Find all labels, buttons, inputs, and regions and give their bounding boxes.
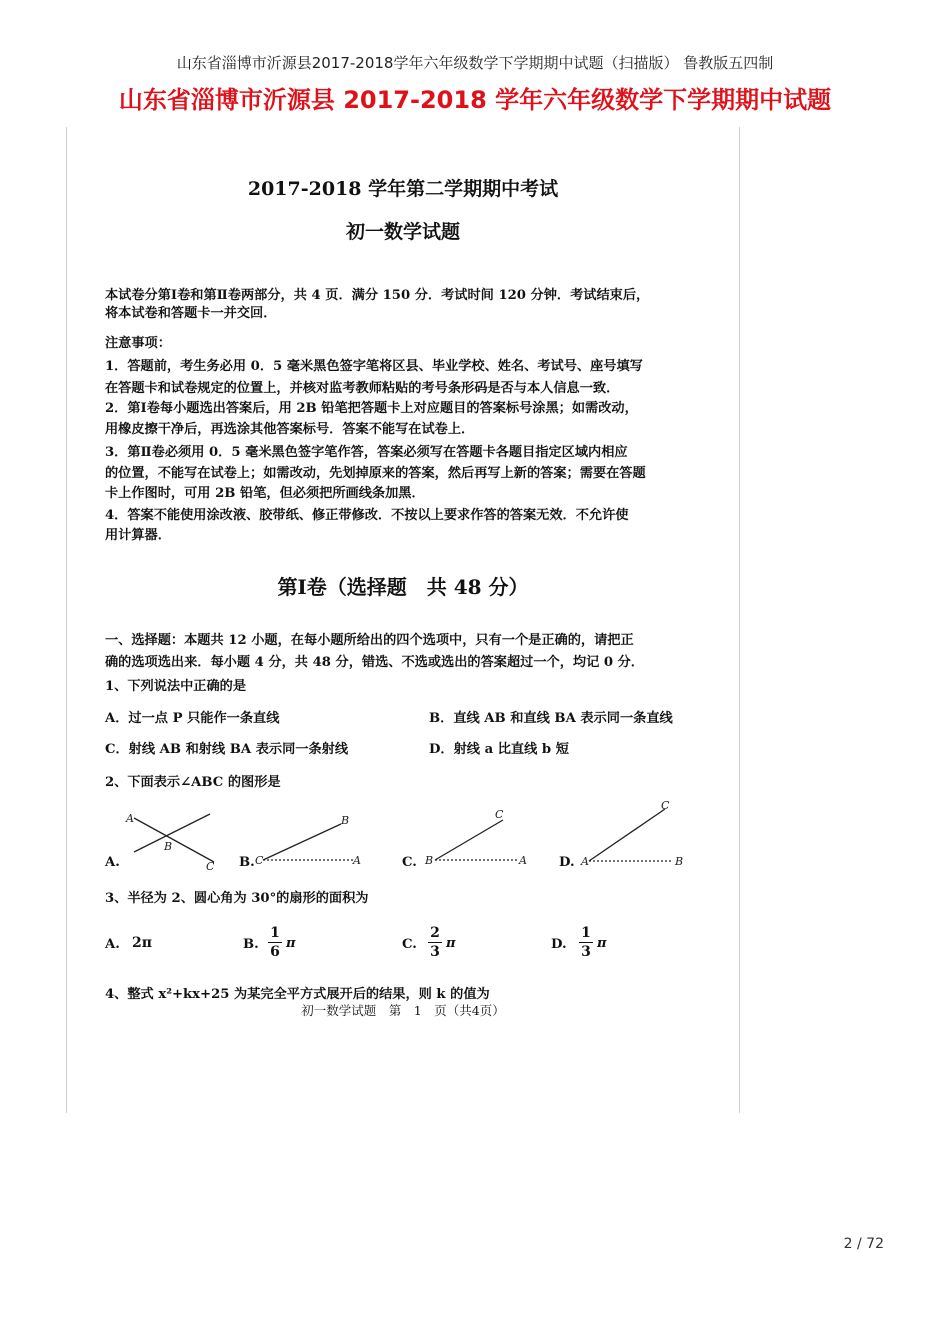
q2b-point-label: B — [341, 814, 350, 827]
q1-stem: 1、下列说法中正确的是 — [105, 679, 247, 694]
q2-figure-b — [255, 802, 365, 872]
notice-line: 用计算器． — [105, 528, 171, 543]
q2-stem: 2、下面表示∠ABC 的图形是 — [105, 775, 281, 790]
q4-stem: 4、整式 x²+kx+25 为某完全平方式展开后的结果，则 k 的值为 — [105, 987, 490, 1002]
notice-line: 2．第Ⅰ卷每小题选出答案后，用 2B 铅笔把答题卡上对应题目的答案标号涂黑；如需改动， — [105, 401, 638, 416]
q2d-point-label: A — [581, 855, 589, 868]
q2d-point-label: B — [675, 855, 684, 868]
q3-label-c: C. — [402, 937, 417, 952]
q2-figure-c — [421, 802, 531, 872]
q3-label-d: D. — [551, 937, 567, 952]
notice-line: 用橡皮擦干净后，再选涂其他答案标号．答案不能写在试卷上． — [105, 422, 475, 437]
q2b-point-label: A — [353, 854, 361, 867]
q2a-point-label: A — [126, 812, 134, 825]
intro-line: 将本试卷和答题卡一并交回． — [105, 306, 277, 321]
q3-label-a: A. — [105, 937, 120, 952]
q1-option-c: C．射线 AB 和射线 BA 表示同一条射线 — [105, 742, 349, 757]
q2a-point-label: C — [206, 860, 215, 872]
q1-option-d: D．射线 a 比直线 b 短 — [429, 742, 569, 757]
notice-line: 卡上作图时，可用 2B 铅笔，但必须把所画线条加黑． — [105, 486, 425, 501]
q2-label-d: D. — [559, 855, 575, 870]
numerator: 1 — [270, 925, 280, 941]
exam-title: 2017-2018 学年第二学期期中考试 — [247, 178, 559, 200]
denominator: 3 — [430, 944, 440, 960]
q2d-ray-1 — [589, 809, 665, 861]
section1-instruction: 确的选项选出来．每小题 4 分，共 48 分，错选、不选或选出的答案超过一个，均记 0 分． — [105, 655, 644, 670]
notice-line: 的位置，不能写在试卷上；如需改动，先划掉原来的答案，然后再写上新的答案；需要在答题 — [105, 466, 646, 481]
q1-option-a: A．过一点 P 只能作一条直线 — [105, 711, 280, 726]
part1-title: 第Ⅰ卷（选择题 共 48 分） — [277, 575, 529, 599]
q2c-ray-1 — [435, 820, 503, 860]
q3-value-a: 2π — [132, 935, 152, 951]
notice-line: 在答题卡和试卷规定的位置上，并核对监考教师粘贴的考号条形码是否与本人信息一致． — [105, 381, 620, 396]
q2c-point-label: B — [425, 854, 434, 867]
q2b-point-label: C — [255, 854, 264, 867]
q2c-point-label: C — [495, 808, 504, 821]
q2a-point-label: B — [164, 840, 173, 853]
pi-symbol: π — [597, 936, 607, 951]
q2-figure-a — [122, 802, 222, 872]
q2b-ray-1 — [263, 824, 341, 860]
q2c-point-label: A — [519, 854, 527, 867]
q3-fraction-c — [428, 925, 442, 960]
running-title: 山东省淄博市沂源县2017-2018学年六年级数学下学期期中试题（扫描版） 鲁教版五四制 — [176, 54, 774, 72]
scanned-exam-page — [66, 127, 740, 1113]
page-number: 2 / 72 — [843, 1236, 884, 1252]
q1-option-b: B．直线 AB 和直线 BA 表示同一条直线 — [429, 711, 673, 726]
notice-heading: 注意事项： — [105, 336, 171, 351]
q3-fraction-d — [579, 925, 593, 960]
q2d-point-label: C — [661, 799, 670, 812]
pi-symbol: π — [286, 936, 296, 951]
main-title: 山东省淄博市沂源县 2017-2018 学年六年级数学下学期期中试题 — [118, 86, 832, 114]
q3-stem: 3、半径为 2、圆心角为 30°的扇形的面积为 — [105, 891, 369, 906]
numerator: 2 — [430, 925, 440, 941]
denominator: 6 — [270, 944, 280, 960]
pi-symbol: π — [446, 936, 456, 951]
intro-line: 本试卷分第Ⅰ卷和第Ⅱ卷两部分，共 4 页．满分 150 分．考试时间 120 分钟．考试结束后， — [105, 288, 650, 303]
q2a-line-1 — [134, 818, 214, 862]
q2-label-a: A. — [105, 855, 120, 870]
notice-line: 4．答案不能使用涂改液、胶带纸、修正带修改．不按以上要求作答的答案无效．不允许使 — [105, 508, 629, 523]
q3-label-b: B. — [243, 937, 259, 952]
q2-figure-d — [577, 799, 697, 873]
q3-fraction-b — [268, 925, 282, 960]
section1-instruction: 一、选择题：本题共 12 小题，在每小题所给出的四个选项中，只有一个是正确的，请把正 — [105, 633, 634, 648]
q2-label-b: B. — [239, 855, 255, 870]
notice-line: 1．答题前，考生务必用 0．5 毫米黑色签字笔将区县、毕业学校、姓名、考试号、座号填写 — [105, 359, 643, 374]
numerator: 1 — [581, 925, 591, 941]
notice-line: 3．第Ⅱ卷必须用 0．5 毫米黑色签字笔作答，答案必须写在答题卡各题目指定区域内相应 — [105, 445, 628, 460]
exam-subtitle: 初一数学试题 — [345, 221, 460, 243]
q2-label-c: C. — [402, 855, 417, 870]
denominator: 3 — [581, 944, 591, 960]
exam-page-footer: 初一数学试题 第 1 页（共4页） — [301, 1003, 505, 1018]
